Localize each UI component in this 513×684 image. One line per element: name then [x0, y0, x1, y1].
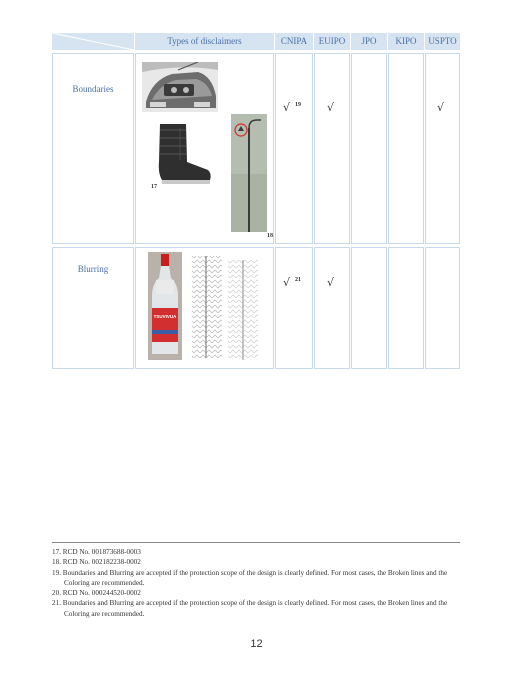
bottle-image [148, 252, 182, 360]
bottle-label-text: TSUVIVUA [153, 314, 177, 319]
figure-number-18: 18 [267, 233, 273, 239]
row-label-boundaries: Boundaries [72, 84, 114, 94]
street-lamp-image [231, 114, 267, 232]
check-mark: √ [283, 276, 291, 289]
page-number: 12 [250, 638, 263, 650]
row-boundaries-jpo-cell [351, 53, 387, 244]
diagonal-line-icon [52, 33, 134, 50]
row-blurring-example-cell [135, 247, 274, 369]
row-blurring-label-cell [52, 247, 134, 369]
row-boundaries-euipo-cell [314, 53, 350, 244]
footnote-20: 20. RCD No. 000244520-0002 [52, 589, 141, 598]
check-mark: √ [283, 101, 291, 114]
row-blurring-cnipa-cell [275, 247, 313, 369]
row-boundaries-example-cell [135, 53, 274, 244]
table-header-row [52, 33, 460, 50]
header-uspto: USPTO [425, 33, 460, 50]
row-boundaries-cnipa-cell [275, 53, 313, 244]
header-euipo: EUIPO [314, 33, 350, 50]
footnote-18: 18. RCD No. 002182238-0002 [52, 558, 141, 567]
row-boundaries-uspto-cell [425, 53, 460, 244]
check-mark: √ [437, 101, 445, 114]
footnote-17: 17. RCD No. 001873688-0003 [52, 548, 141, 556]
blurred-tire-tread-image [188, 254, 266, 362]
header-jpo: JPO [351, 33, 387, 50]
boot-image [150, 122, 214, 186]
header-kipo: KIPO [388, 33, 424, 50]
row-label-blurring: Blurring [77, 264, 109, 274]
figure-number-17: 17 [151, 184, 157, 190]
footnote-ref-19: 19 [295, 102, 301, 108]
row-boundaries-kipo-cell [388, 53, 424, 244]
row-blurring-kipo-cell [388, 247, 424, 369]
footnote-divider [52, 542, 460, 543]
header-cnipa: CNIPA [275, 33, 313, 50]
car-engine-image [142, 62, 218, 112]
header-corner-cell [52, 33, 134, 50]
header-types-of-disclaimers: Types of disclaimers [135, 33, 274, 50]
check-mark: √ [327, 276, 335, 289]
row-blurring-jpo-cell [351, 247, 387, 369]
row-blurring-euipo-cell [314, 247, 350, 369]
footnotes [52, 547, 457, 619]
check-mark: √ [327, 101, 335, 114]
row-boundaries-label-cell [52, 53, 134, 244]
footnote-19: 19. Boundaries and Blurring are accepted if the protection scope of the design is clearly defined. For most cases, the Broken lines and the Coloring are recommended. [52, 568, 448, 587]
footnote-ref-21: 21 [295, 277, 301, 283]
row-blurring-uspto-cell [425, 247, 460, 369]
footnote-21: 21. Boundaries and Blurring are accepted if the protection scope of the design is clearly defined. For most cases, the Broken lines and the Coloring are recommended. [52, 599, 448, 618]
